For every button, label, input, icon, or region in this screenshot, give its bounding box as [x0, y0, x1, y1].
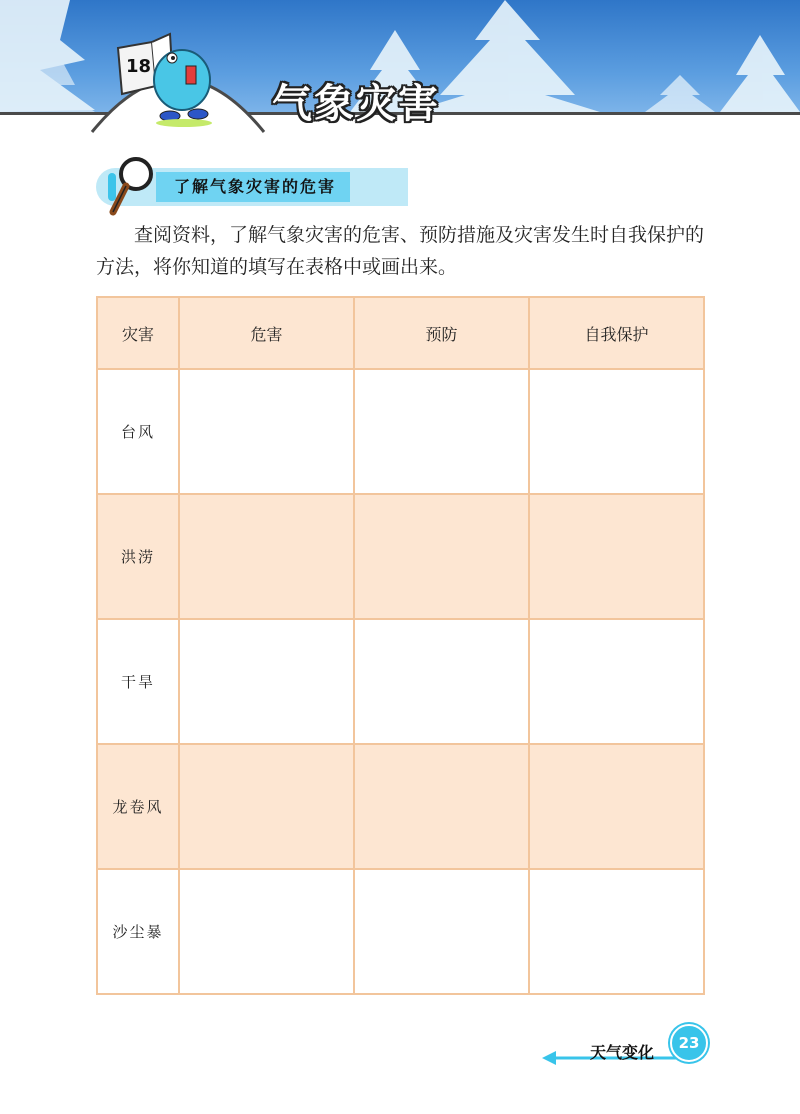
answer-cell[interactable]: [354, 369, 529, 494]
instructions-text: 查阅资料，了解气象灾害的危害、预防措施及灾害发生时自我保护的方法，将你知道的填写在表格中或画出来。: [96, 224, 705, 278]
section-heading: 了解气象灾害的危害: [156, 172, 350, 202]
header-banner: [0, 0, 800, 135]
table-row: [97, 744, 704, 869]
table-row: [97, 869, 704, 994]
answer-cell[interactable]: [529, 369, 704, 494]
answer-cell[interactable]: [529, 744, 704, 869]
answer-cell[interactable]: [179, 619, 354, 744]
answer-cell[interactable]: [354, 744, 529, 869]
row-label: 台风: [97, 369, 179, 494]
answer-cell[interactable]: [179, 869, 354, 994]
answer-cell[interactable]: [529, 869, 704, 994]
answer-cell[interactable]: [179, 744, 354, 869]
column-header: 预防: [354, 297, 529, 369]
table-header-row: [97, 297, 704, 369]
unit-label: 天气变化: [590, 1043, 655, 1062]
table-row: [97, 369, 704, 494]
mascot-icon: [112, 28, 222, 128]
table-row: [97, 494, 704, 619]
column-header: 灾害: [97, 297, 179, 369]
row-label: 沙尘暴: [97, 869, 179, 994]
answer-cell[interactable]: [529, 619, 704, 744]
column-header: 自我保护: [529, 297, 704, 369]
row-label: 干旱: [97, 619, 179, 744]
page-title: 气象灾害: [272, 81, 440, 127]
disaster-table: [96, 296, 705, 995]
magnifier-icon: [108, 156, 158, 216]
row-label: 洪涝: [97, 494, 179, 619]
page-number: 23: [670, 1024, 708, 1062]
column-header: 危害: [179, 297, 354, 369]
answer-cell[interactable]: [179, 494, 354, 619]
answer-cell[interactable]: [179, 369, 354, 494]
table-row: [97, 619, 704, 744]
answer-cell[interactable]: [529, 494, 704, 619]
answer-cell[interactable]: [354, 494, 529, 619]
answer-cell[interactable]: [354, 869, 529, 994]
lesson-number: 18: [126, 56, 152, 77]
answer-cell[interactable]: [354, 619, 529, 744]
row-label: 龙卷风: [97, 744, 179, 869]
